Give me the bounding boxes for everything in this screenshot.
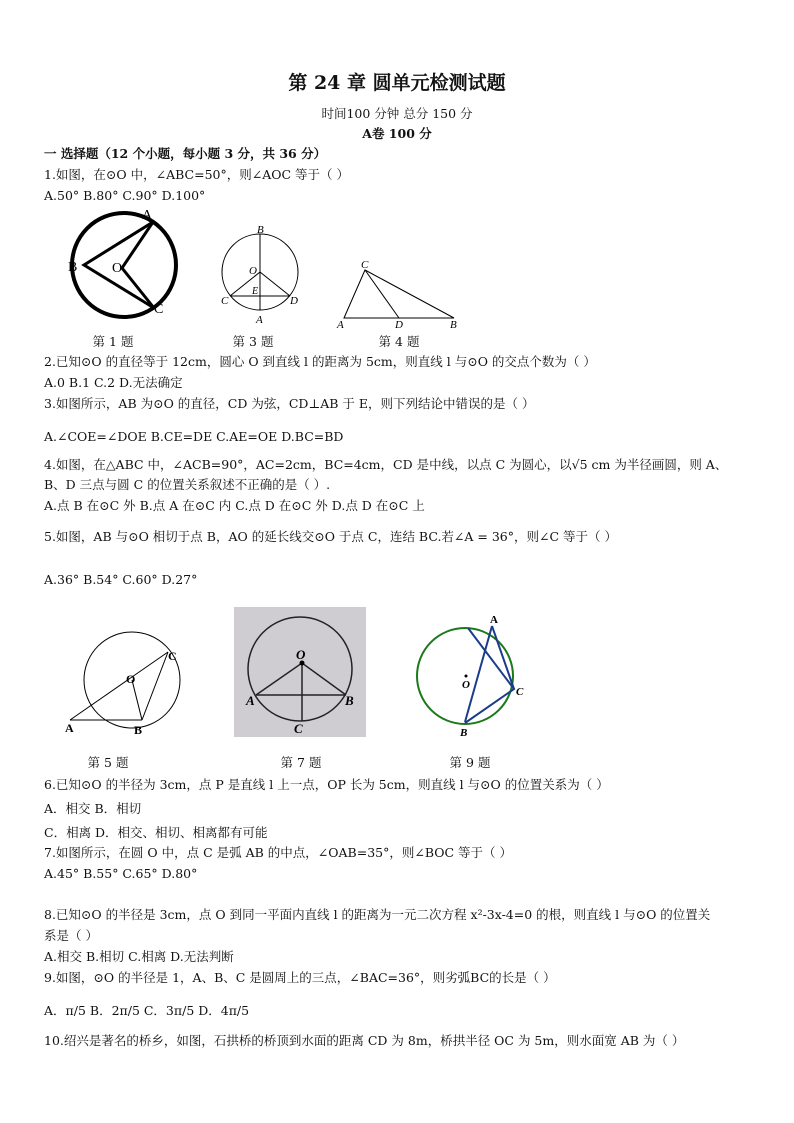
fig1-label-o: O [112,261,123,276]
fig7-caption: 第 7 题 [280,755,322,770]
fig4-triangle [344,270,454,318]
fig4-label-c: C [361,259,369,271]
q7-stem: 7.如图所示，在圆 O 中，点 C 是弧 AB 的中点，∠OAB=35°，则∠BOC 等于（ ） [44,845,513,860]
q2-options: A.0 B.1 C.2 D.无法确定 [44,375,183,390]
fig9-label-c: C [516,686,524,698]
q2-stem: 2.已知⊙O 的直径等于 12cm，圆心 O 到直线 l 的距离为 5cm，则直线 l 与⊙O 的交点个数为（ ） [44,354,596,369]
q8-options: A.相交 B.相切 C.相离 D.无法判断 [44,949,234,964]
part1-heading: 一 选择题（12 个小题，每小题 3 分，共 36 分） [44,146,327,161]
q3-options: A.∠COE=∠DOE B.CE=DE C.AE=OE D.BC=BD [44,429,344,444]
fig9-arc [465,628,514,723]
fig5-chord-bc [142,652,168,720]
fig3-label-c: C [221,295,229,307]
fig3-caption: 第 3 题 [232,334,274,349]
fig9-caption: 第 9 题 [449,755,491,770]
fig5-radius-ob [132,680,142,720]
q3-stem: 3.如图所示，AB 为⊙O 的直径，CD 为弦，CD⊥AB 于 E，则下列结论中错误的是（ ） [44,396,535,411]
fig7-label-c: C [294,721,303,736]
q10-stem: 10.绍兴是著名的桥乡，如图，石拱桥的桥顶到水面的距离 CD 为 8m，桥拱半径 OC 为 5m，则水面宽 AB 为（ ） [44,1033,685,1048]
q9-options: A．π/5 B．2π/5 C．3π/5 D．4π/5 [44,1003,250,1018]
fig1-label-b: B [68,260,78,275]
fig5-label-c: C [168,649,177,663]
fig4-caption: 第 4 题 [378,334,420,349]
figure-q3 [215,222,315,330]
q6-options-ab: A．相交 B．相切 [44,801,142,816]
fig4-label-d: D [395,319,403,330]
fig5-label-b: B [134,723,143,737]
fig1-label-c: C [154,302,164,317]
page-title: 第 24 章 圆单元检测试题 [288,72,506,94]
fig3-label-e: E [252,286,259,297]
fig9-label-a: A [490,614,498,626]
q6-stem: 6.已知⊙O 的半径为 3cm，点 P 是直线 l 上一点，OP 长为 5cm，则直线 l 与⊙O 的位置关系为（ ） [44,777,609,792]
fig7-label-b: B [345,693,354,708]
fig7-label-o: O [296,647,306,662]
q8-line2: 系是（ ） [44,928,98,943]
figure-q1 [60,205,180,330]
fig3-label-b: B [257,224,264,236]
q9-stem: 9.如图，⊙O 的半径是 1，A、B、C 是圆周上的三点，∠BAC=36°，则劣弧BC的长是（ ） [44,970,556,985]
q5-options: A.36° B.54° C.60° D.27° [44,572,198,587]
fig3-label-a: A [256,314,263,326]
q1-stem: 1.如图，在⊙O 中，∠ABC=50°，则∠AOC 等于（ ） [44,167,349,182]
fig3-label-d: D [290,295,298,307]
fig1-radii [122,222,154,308]
fig9-center-dot [465,675,468,678]
q4-options: A.点 B 在⊙C 外 B.点 A 在⊙C 内 C.点 D 在⊙C 外 D.点 D 在⊙C 上 [44,498,425,513]
fig7-radii [256,663,346,695]
q4-line1: 4.如图，在△ABC 中，∠ACB=90°，AC=2cm，BC=4cm，CD 是中线，以点 C 为圆心，以√5 cm 为半径画圆，则 A、 [44,457,728,472]
figure-q7 [234,607,366,737]
fig9-chord-ac [492,626,514,689]
q8-line1: 8.已知⊙O 的半径是 3cm，点 O 到同一平面内直线 l 的距离为一元二次方程 x²-3x-4=0 的根，则直线 l 与⊙O 的位置关 [44,907,711,922]
fig9-label-b: B [460,727,468,739]
fig7-label-a: A [246,693,255,708]
fig9-label-o: O [462,679,470,691]
figure-q4 [332,258,462,330]
fig4-label-b: B [450,319,457,330]
fig5-label-o: O [126,672,136,686]
q7-options: A.45° B.55° C.65° D.80° [44,866,198,881]
fig1-label-a: A [142,208,153,223]
figure-q9 [410,612,528,740]
q5-stem: 5.如图，AB 与⊙O 相切于点 B，AO 的延长线交⊙O 于点 C，连结 BC.若∠A = 36°，则∠C 等于（ ） [44,529,617,544]
q1-options: A.50° B.80° C.90° D.100° [44,188,206,203]
fig1-caption: 第 1 题 [92,334,134,349]
fig3-label-o: O [249,265,257,277]
fig7-circle [248,617,352,721]
fig4-label-a: A [337,319,344,330]
fig5-caption: 第 5 题 [87,755,129,770]
exam-time-score: 时间100 分钟 总分 150 分 [321,106,473,121]
fig4-median [365,270,399,318]
fig5-label-a: A [65,721,74,735]
section-a-heading: A卷 100 分 [362,126,432,141]
q4-line2: B、D 三点与圆 C 的位置关系叙述不正确的是（ ）. [44,477,331,492]
q6-options-cd: C．相离 D．相交、相切、相离都有可能 [44,825,268,840]
figure-q5 [60,630,190,740]
